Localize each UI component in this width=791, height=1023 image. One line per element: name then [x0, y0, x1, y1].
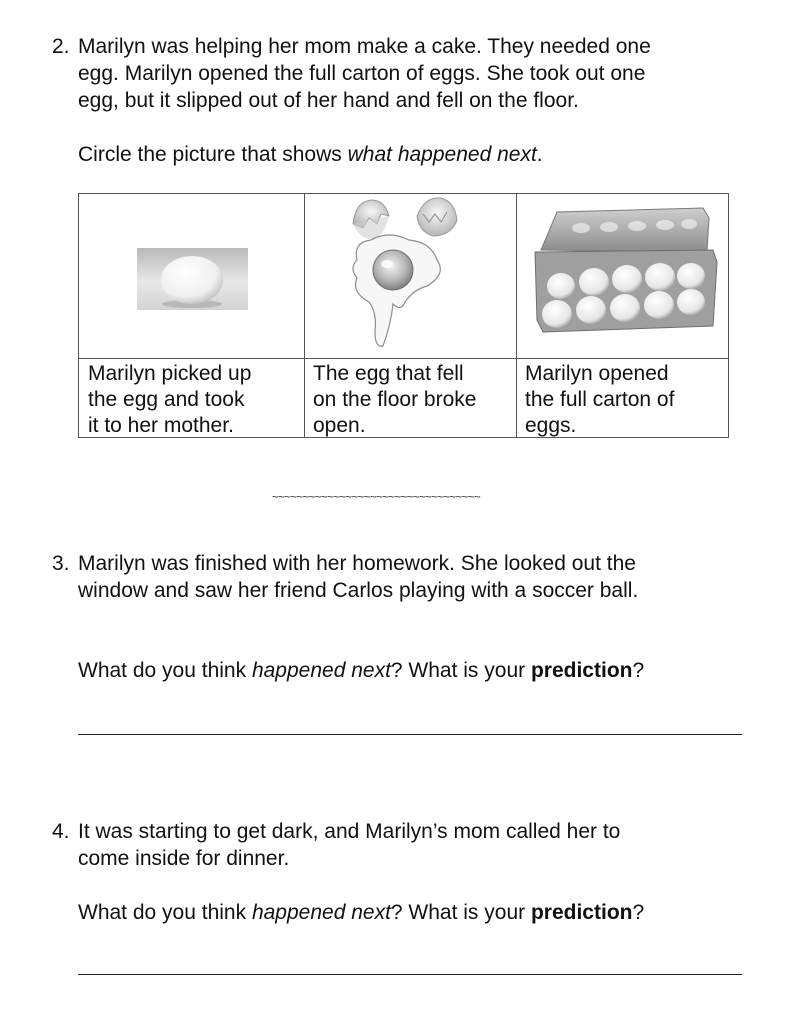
caption-line: the egg and took	[88, 388, 245, 411]
question-3-answer-line[interactable]	[78, 734, 742, 735]
question-2-number: 2.	[52, 35, 70, 58]
single-egg-icon	[79, 194, 304, 358]
option-3-caption[interactable]	[525, 361, 674, 439]
caption-line: Marilyn picked up	[88, 362, 252, 385]
instruction-punct: .	[536, 143, 543, 166]
question-3-line: Marilyn was finished with her homework. She looked out the	[78, 552, 636, 575]
question-3-number: 3.	[52, 552, 70, 575]
question-2-line: Marilyn was helping her mom make a cake. They needed one	[78, 35, 651, 58]
question-3-prompt	[78, 657, 758, 684]
section-divider: ~~~~~~~~~~~~~~~~~~~~~~~~~~~~~~~~~~	[272, 490, 481, 503]
caption-line: open.	[313, 414, 366, 437]
prompt-punct: ?	[632, 659, 645, 682]
question-4-answer-line[interactable]	[78, 974, 742, 975]
option-1-caption[interactable]	[88, 361, 251, 439]
instruction-text: Circle the picture that shows	[78, 143, 348, 166]
caption-line: on the floor broke	[313, 388, 477, 411]
question-2-text	[78, 33, 758, 114]
egg-carton-icon	[517, 194, 728, 358]
prompt-text: ? What is your	[390, 901, 531, 924]
broken-egg-icon	[305, 194, 516, 358]
option-2-picture[interactable]	[305, 194, 516, 358]
prompt-text: What do you think	[78, 901, 252, 924]
prompt-emphasis: happened next	[251, 659, 391, 682]
question-2-line: egg. Marilyn opened the full carton of eggs. She took out one	[78, 62, 646, 85]
question-4-number: 4.	[52, 820, 70, 843]
question-4-line: come inside for dinner.	[78, 847, 290, 870]
caption-line: The egg that fell	[313, 362, 464, 385]
prompt-punct: ?	[632, 901, 645, 924]
prompt-text: ? What is your	[390, 659, 531, 682]
question-4-line: It was starting to get dark, and Marilyn’s mom called her to	[78, 820, 621, 843]
caption-line: eggs.	[525, 414, 577, 437]
prompt-text: What do you think	[78, 659, 252, 682]
prompt-bold: prediction	[530, 901, 633, 924]
instruction-emphasis: what happened next	[347, 143, 537, 166]
question-3-line: window and saw her friend Carlos playing with a soccer ball.	[78, 579, 639, 602]
question-4-prompt	[78, 899, 758, 926]
caption-line: the full carton of	[525, 388, 675, 411]
question-4-text	[78, 818, 758, 872]
prompt-bold: prediction	[530, 659, 633, 682]
caption-line: Marilyn opened	[525, 362, 669, 385]
question-2-line: egg, but it slipped out of her hand and fell on the floor.	[78, 89, 579, 112]
question-2-instruction	[78, 141, 758, 168]
question-3-text	[78, 550, 758, 604]
prompt-emphasis: happened next	[251, 901, 391, 924]
caption-line: it to her mother.	[88, 414, 234, 437]
picture-choice-table	[78, 193, 729, 438]
option-1-picture[interactable]	[79, 194, 304, 358]
option-2-caption[interactable]	[313, 361, 476, 439]
table-divider	[79, 358, 728, 359]
option-3-picture[interactable]	[517, 194, 728, 358]
